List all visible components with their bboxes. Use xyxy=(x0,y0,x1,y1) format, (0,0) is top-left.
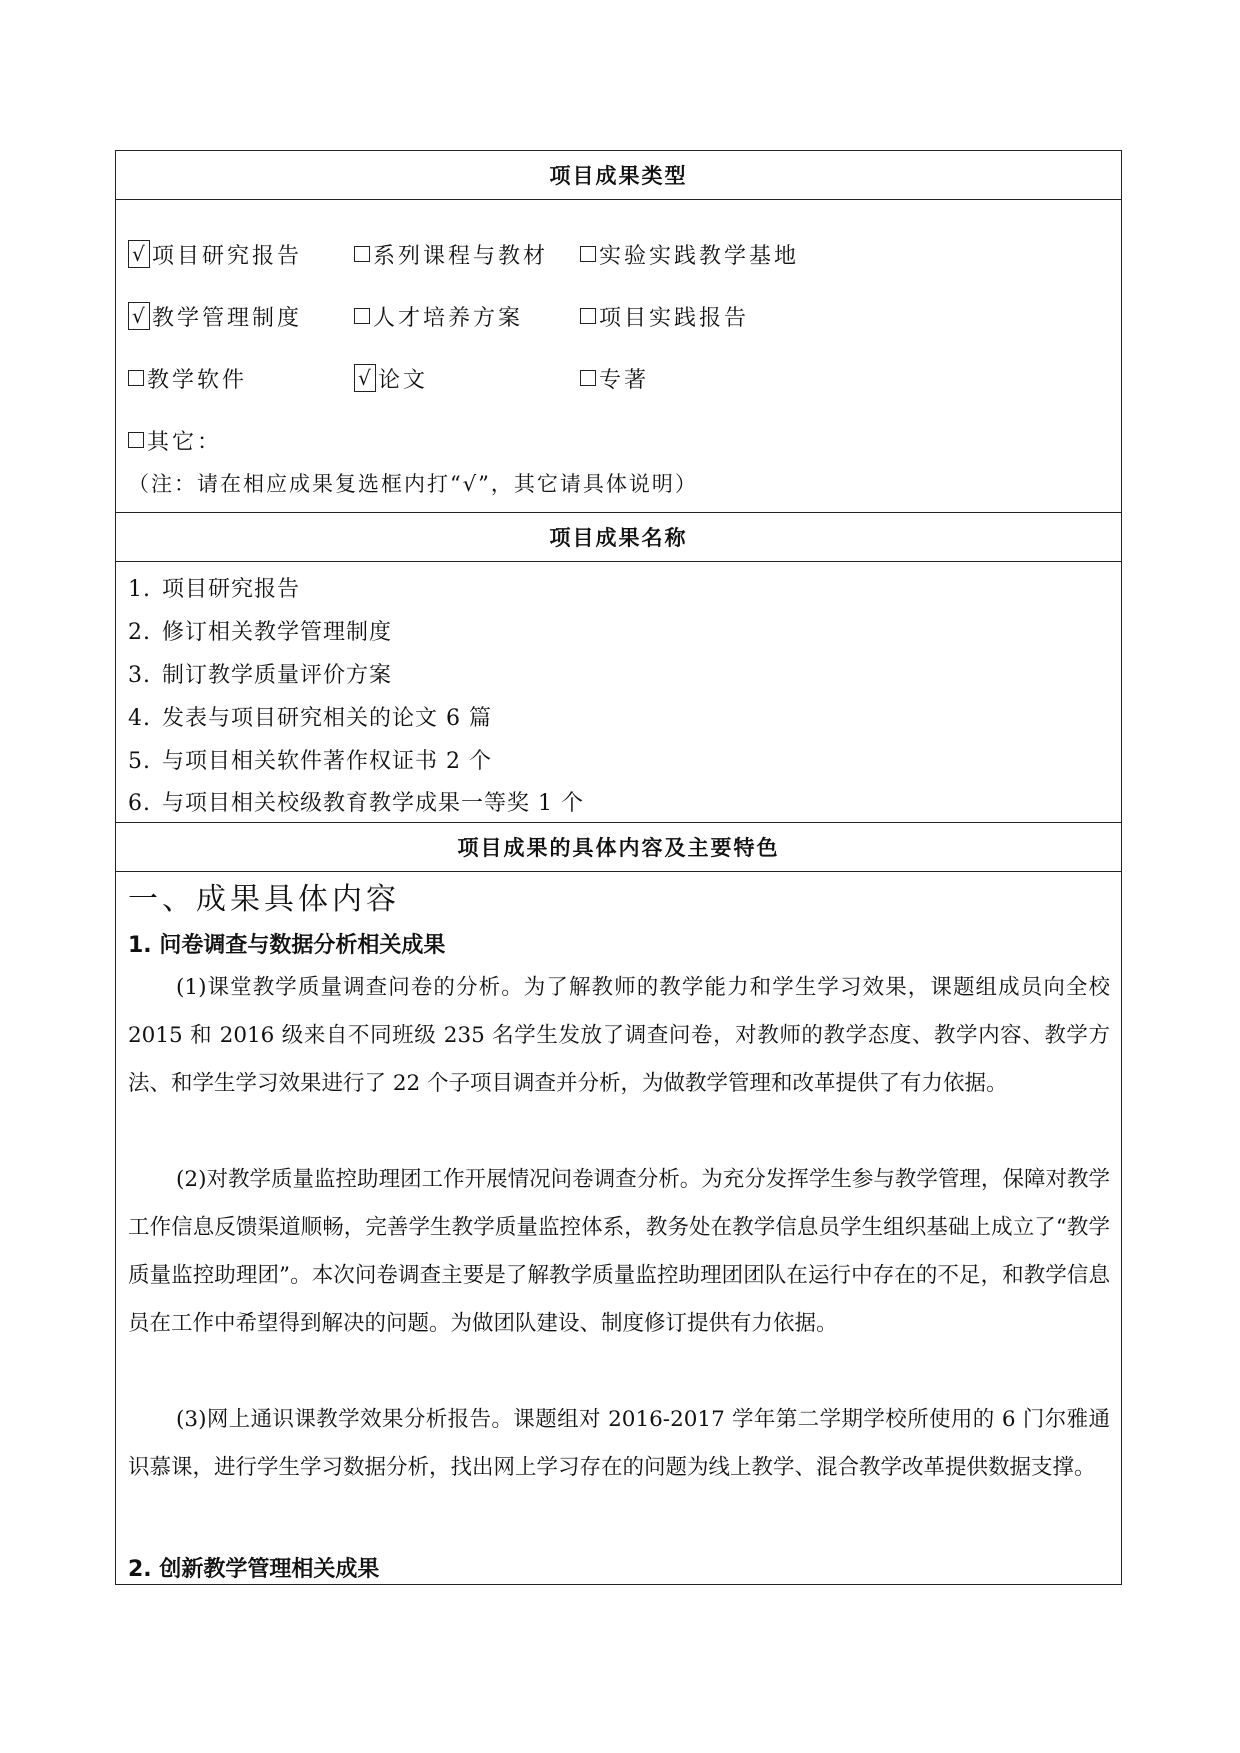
type-option-label: 专著 xyxy=(599,367,650,393)
types-row-4 xyxy=(128,424,1108,456)
type-option-label: 教学管理制度 xyxy=(152,305,303,331)
type-option-label: 人才培养方案 xyxy=(373,305,524,331)
list-item-number: 6. xyxy=(128,791,151,816)
types-row-1 xyxy=(128,238,1108,270)
content-paragraph-2: (2)对教学质量监控助理团工作开展情况问卷调查分析。为充分发挥学生参与教学管理，保障对教学工作信息反馈渠道顺畅，完善学生教学质量监控体系，教务处在教学信息员学生组织基础上成立了“教学质量监控助理团”。本次问卷调查主要是了解教学质量监控助理团团队在运行中存在的不足，和教学信息员在工作中希望得到解决的问题。为做团队建设、制度修订提供有力依据。 xyxy=(128,1167,1110,1336)
checkbox-checked-icon[interactable] xyxy=(354,364,376,392)
content-heading: 一、成果具体内容 xyxy=(128,882,400,917)
list-item-number: 2. xyxy=(128,620,151,645)
type-option-monograph[interactable] xyxy=(580,362,649,394)
achievement-form-table xyxy=(115,150,1122,1585)
list-item-text: 项目研究报告 xyxy=(162,577,301,602)
content-body xyxy=(116,872,1121,1584)
content-paragraph-3: (3)网上通识课教学效果分析报告。课题组对 2016-2017 学年第二学期学校所使用的 6 门尔雅通识慕课，进行学生学习数据分析，找出网上学习存在的问题为线上教学、混合教学改革提供数据支撑。 xyxy=(128,1407,1110,1480)
list-item-number: 3. xyxy=(128,663,151,688)
list-item xyxy=(128,658,392,694)
type-option-training-plan[interactable] xyxy=(354,300,523,332)
type-option-lab-base[interactable] xyxy=(580,238,799,270)
type-option-label: 项目研究报告 xyxy=(152,243,303,269)
list-item xyxy=(128,786,584,822)
checkbox-empty-icon[interactable] xyxy=(580,246,596,262)
checkbox-empty-icon[interactable] xyxy=(580,308,596,324)
checkbox-empty-icon[interactable] xyxy=(354,246,370,262)
list-item-text: 制订教学质量评价方案 xyxy=(162,663,393,688)
checkbox-empty-icon[interactable] xyxy=(128,432,144,448)
type-option-label: 其它： xyxy=(147,429,223,455)
type-option-label: 项目实践报告 xyxy=(599,305,750,331)
list-item-text: 与项目相关软件著作权证书 2 个 xyxy=(162,749,492,774)
types-note: （注：请在相应成果复选框内打“√”，其它请具体说明） xyxy=(128,472,698,496)
list-item xyxy=(128,701,492,737)
content-subheading-1: 1. 问卷调查与数据分析相关成果 xyxy=(128,933,446,958)
types-row-3 xyxy=(128,362,1108,394)
list-item-text: 修订相关教学管理制度 xyxy=(162,620,393,645)
names-section-title: 项目成果名称 xyxy=(116,513,1121,562)
type-option-teaching-software[interactable] xyxy=(128,362,247,394)
type-option-course-materials[interactable] xyxy=(354,238,548,270)
type-option-practice-report[interactable] xyxy=(580,300,749,332)
types-section-title: 项目成果类型 xyxy=(116,151,1121,200)
list-item xyxy=(128,572,300,608)
list-item xyxy=(128,615,392,651)
checkbox-empty-icon[interactable] xyxy=(354,308,370,324)
type-option-paper[interactable] xyxy=(354,362,428,394)
checkbox-checked-icon[interactable] xyxy=(128,302,150,330)
list-item-text: 发表与项目研究相关的论文 6 篇 xyxy=(162,706,492,731)
checkbox-checked-icon[interactable] xyxy=(128,240,150,268)
list-item-number: 5. xyxy=(128,749,151,774)
list-item xyxy=(128,744,492,780)
content-paragraph-1: (1)课堂教学质量调查问卷的分析。为了解教师的教学能力和学生学习效果，课题组成员向全校 2015 和 2016 级来自不同班级 235 名学生发放了调查问卷，对教师的教学态度、教学内容、教学方法、和学生学习效果进行了 22 个子项目调查并分析，为做教学管理和改革提供了有力依据。 xyxy=(128,975,1110,1096)
type-option-label: 教学软件 xyxy=(147,367,248,393)
types-row-2 xyxy=(128,300,1108,332)
checkbox-empty-icon[interactable] xyxy=(128,370,144,386)
content-section-title: 项目成果的具体内容及主要特色 xyxy=(116,823,1121,872)
list-item-number: 1. xyxy=(128,577,151,602)
list-item-text: 与项目相关校级教育教学成果一等奖 1 个 xyxy=(162,791,584,816)
type-option-research-report[interactable] xyxy=(128,238,302,270)
checkbox-empty-icon[interactable] xyxy=(580,370,596,386)
content-subheading-2: 2. 创新教学管理相关成果 xyxy=(128,1557,380,1582)
type-option-management-system[interactable] xyxy=(128,300,302,332)
type-option-other[interactable] xyxy=(128,424,222,456)
list-item-number: 4. xyxy=(128,706,151,731)
names-list xyxy=(116,562,1121,823)
types-checkbox-group xyxy=(116,200,1121,513)
type-option-label: 论文 xyxy=(378,367,429,393)
type-option-label: 实验实践教学基地 xyxy=(599,243,800,269)
type-option-label: 系列课程与教材 xyxy=(373,243,549,269)
